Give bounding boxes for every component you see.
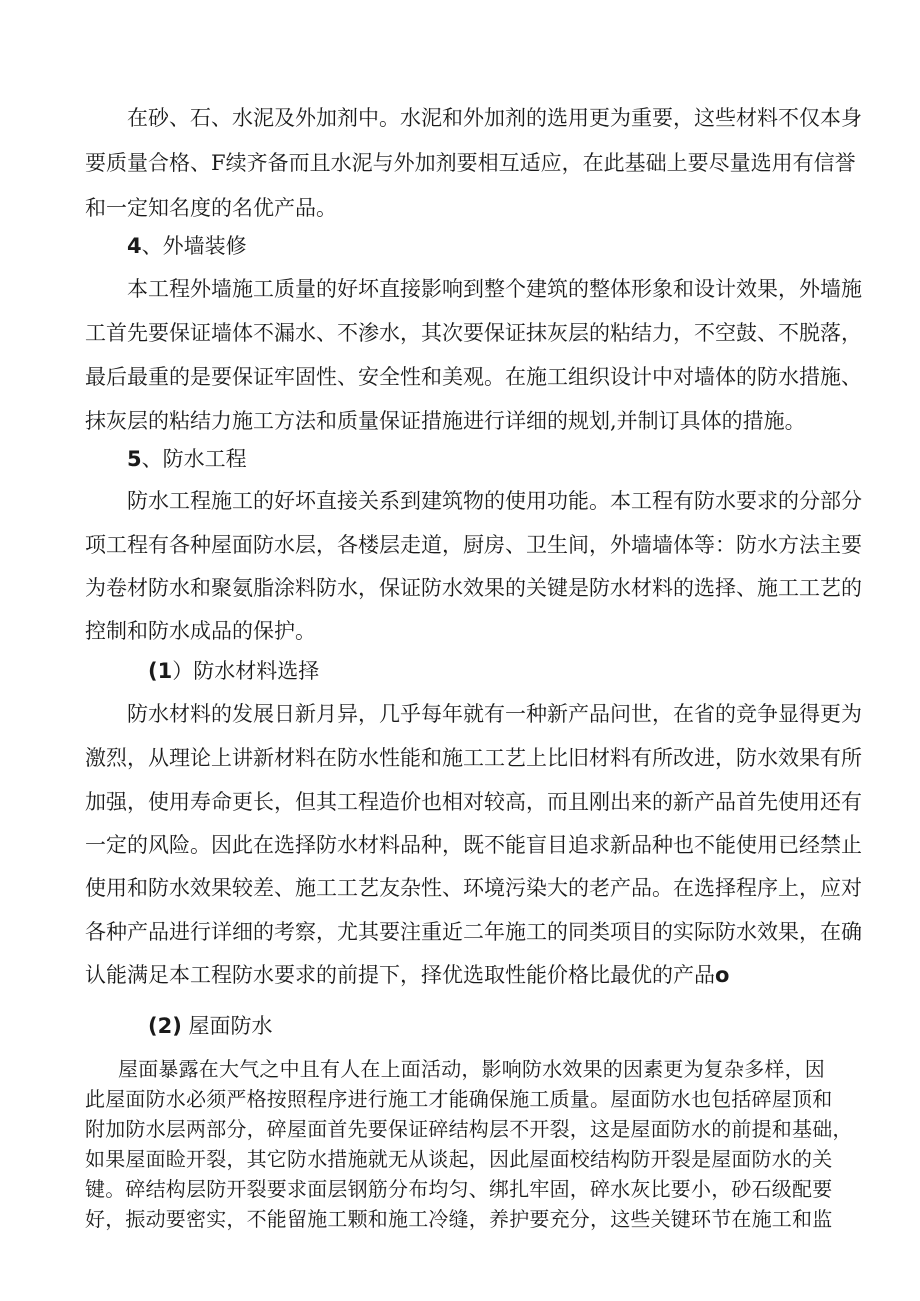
para-5-line-2: 此屋面防水必须严格按照程序进行施工才能确保施工质量。屋面防水也包括碎屋顶和	[85, 1087, 833, 1111]
para-5-line-1: 屋面暴露在大气之中且有人在上面活动，影响防水效果的因素更为复杂多样，因	[118, 1057, 825, 1081]
para-2-line-2: 工首先要保证墙体不漏水、不渗水，其次要保证抹灰层的粘结力，不空鼓、不脱落，	[85, 321, 862, 345]
para-4-line-4: 一定的风险。因此在选择防水材料品种，既不能盲目追求新品种也不能使用已经禁止	[85, 833, 862, 857]
para-4-line-2: 激烈，从理论上讲新材料在防水性能和施工工艺上比旧材料有所改进，防水效果有所	[85, 746, 862, 770]
para-5-line-4: 如果屋面睑开裂，其它防水措施就无从谈起，因此屋面校结构防开裂是屋面防水的关	[85, 1147, 833, 1171]
para-4-line-6: 各种产品进行详细的考察，尤其要注重近二年施工的同类项目的实际防水效果，在确	[85, 920, 862, 944]
para-3-line-2: 项工程有各种屋面防水层，各楼层走道，厨房、卫生间，外墙墙体等：防水方法主要	[85, 533, 862, 557]
para-3-line-4: 控制和防水成品的保护。	[85, 619, 316, 643]
para-2-line-4: 抹灰层的粘结力施工方法和质量保证措施进行详细的规划,并制订具体的措施。	[85, 409, 806, 433]
para-1-line-3: 和一定知名度的名优产品。	[85, 196, 337, 220]
para-4-line-7	[85, 960, 729, 990]
para-5-line-5: 键。碎结构层防开裂要求面层钢筋分布均匀、绑扎牢固，碎水灰比要小，砂石级配要	[85, 1177, 833, 1201]
para-5-line-3: 附加防水层两部分，碎屋面首先要保证碎结构层不开裂，这是屋面防水的前提和基础，	[85, 1117, 853, 1141]
end-mark: o	[715, 963, 730, 987]
para-1-line-2: 要质量合格、F续齐备而且水泥与外加剂要相互适应，在此基础上要尽量选用有信誉	[85, 151, 856, 175]
para-2-line-1: 本工程外墙施工质量的好坏直接影响到整个建筑的整体形象和设计效果，外墙施	[127, 277, 862, 301]
heading-4	[127, 231, 247, 261]
subheading-1	[148, 656, 319, 686]
heading-4-number: 4	[127, 234, 142, 258]
subheading-2-title: 屋面防水	[181, 1014, 273, 1038]
para-4-line-1: 防水材料的发展日新月异，几乎每年就有一种新产品问世，在省的竞争显得更为	[127, 702, 862, 726]
heading-4-title: 、外墙装修	[141, 234, 247, 258]
para-1-line-1: 在砂、石、水泥及外加剂中。水泥和外加剂的选用更为重要，这些材料不仅本身	[127, 106, 862, 130]
subheading-1-title: ）防水材料选择	[172, 659, 320, 683]
heading-5-number: 5	[127, 447, 142, 471]
para-2-line-3: 最后最重的是要保证牢固性、安全性和美观。在施工组织设计中对墙体的防水措施、	[85, 365, 862, 389]
para-4-line-5: 使用和防水效果较差、施工工艺友杂性、环境污染大的老产品。在选择程序上，应对	[85, 876, 862, 900]
para-3-line-1: 防水工程施工的好坏直接关系到建筑物的使用功能。本工程有防水要求的分部分	[127, 489, 862, 513]
para-4-line-3: 加强，使用寿命更长，但其工程造价也相对较高，而且刚出来的新产品首先使用还有	[85, 790, 862, 814]
para-4-line-7-text: 认能满足本工程防水要求的前提下，择优选取性能价格比最优的产品	[85, 963, 715, 987]
para-5-line-6: 好，振动要密实，不能留施工颗和施工冷缝，养护要充分，这些关键环节在施工和监	[85, 1207, 833, 1231]
subheading-1-number: (1	[148, 659, 173, 683]
para-3-line-3: 为卷材防水和聚氨脂涂料防水，保证防水效果的关键是防水材料的选择、施工工艺的	[85, 576, 862, 600]
heading-5-title: 、防水工程	[141, 447, 247, 471]
subheading-2	[148, 1011, 273, 1041]
subheading-2-number: (2)	[148, 1014, 182, 1038]
heading-5	[127, 444, 247, 474]
